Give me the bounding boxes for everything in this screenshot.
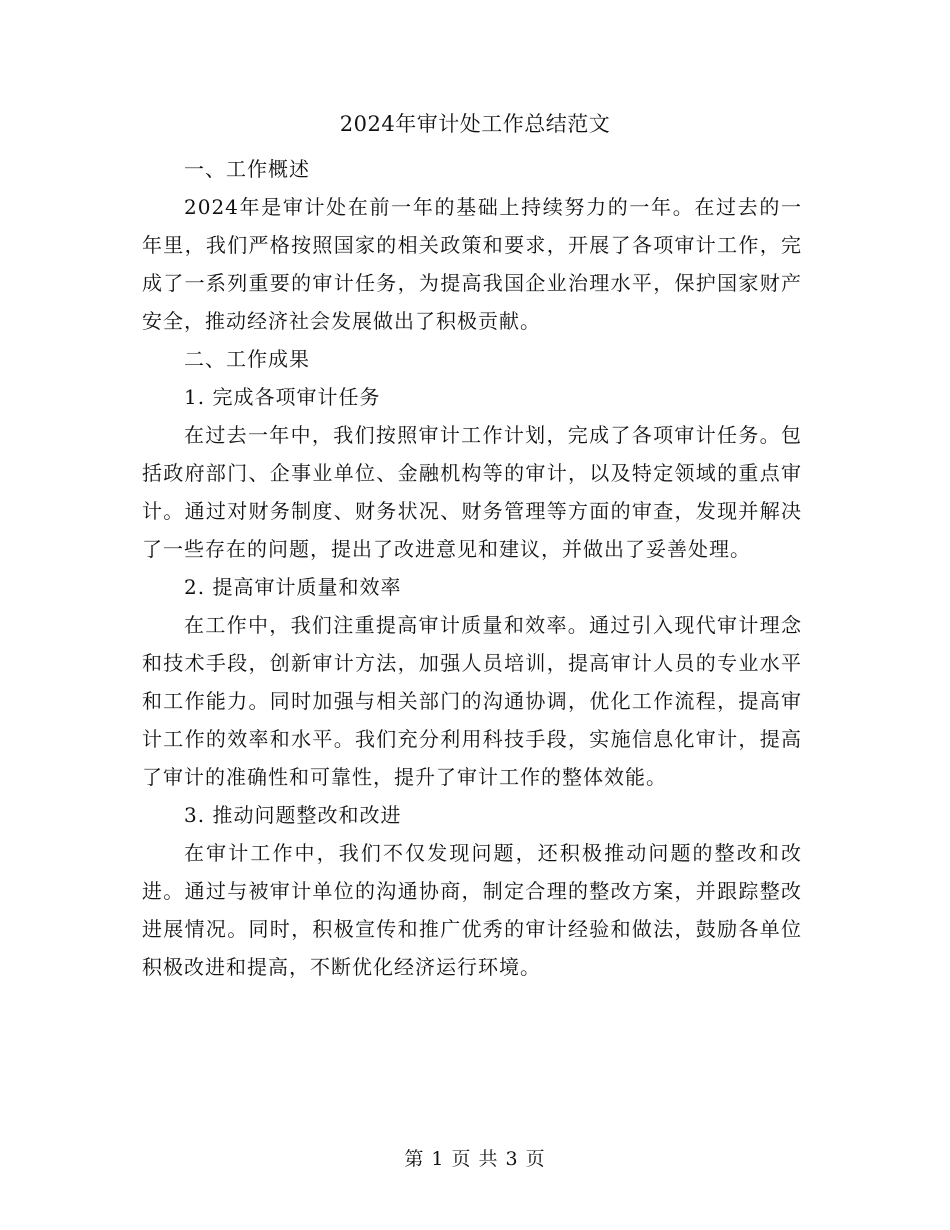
section-heading-overview: 一、工作概述 [184, 157, 310, 181]
subheading-rectification: 3. 推动问题整改和改进 [184, 803, 402, 827]
subheading-complete-tasks: 1. 完成各项审计任务 [184, 385, 381, 409]
document-body [142, 150, 802, 986]
paragraph-rectification: 在审计工作中，我们不仅发现问题，还积极推动问题的整改和改进。通过与被审计单位的沟通协商，制定合理的整改方案，并跟踪整改进展情况。同时，积极宣传和推广优秀的审计经验和做法，鼓励各单位积极改进和提高，不断优化经济运行环境。 [142, 841, 802, 979]
paragraph-improve-quality: 在工作中，我们注重提高审计质量和效率。通过引入现代审计理念和技术手段，创新审计方法，加强人员培训，提高审计人员的专业水平和工作能力。同时加强与相关部门的沟通协调，优化工作流程，提高审计工作的效率和水平。我们充分利用科技手段，实施信息化审计，提高了审计的准确性和可靠性，提升了审计工作的整体效能。 [142, 613, 802, 789]
paragraph-complete-tasks: 在过去一年中，我们按照审计工作计划，完成了各项审计任务。包括政府部门、企事业单位、金融机构等的审计，以及特定领域的重点审计。通过对财务制度、财务状况、财务管理等方面的审查，发现并解决了一些存在的问题，提出了改进意见和建议，并做出了妥善处理。 [142, 423, 802, 561]
document-title: 2024年审计处工作总结范文 [339, 112, 611, 136]
paragraph-overview: 2024年是审计处在前一年的基础上持续努力的一年。在过去的一年里，我们严格按照国家的相关政策和要求，开展了各项审计工作，完成了一系列重要的审计任务，为提高我国企业治理水平，保护国家财产安全，推动经济社会发展做出了积极贡献。 [142, 195, 802, 333]
section-heading-results: 二、工作成果 [184, 347, 310, 371]
subheading-improve-quality: 2. 提高审计质量和效率 [184, 575, 402, 599]
page-number-footer: 第 1 页 共 3 页 [404, 1148, 546, 1170]
